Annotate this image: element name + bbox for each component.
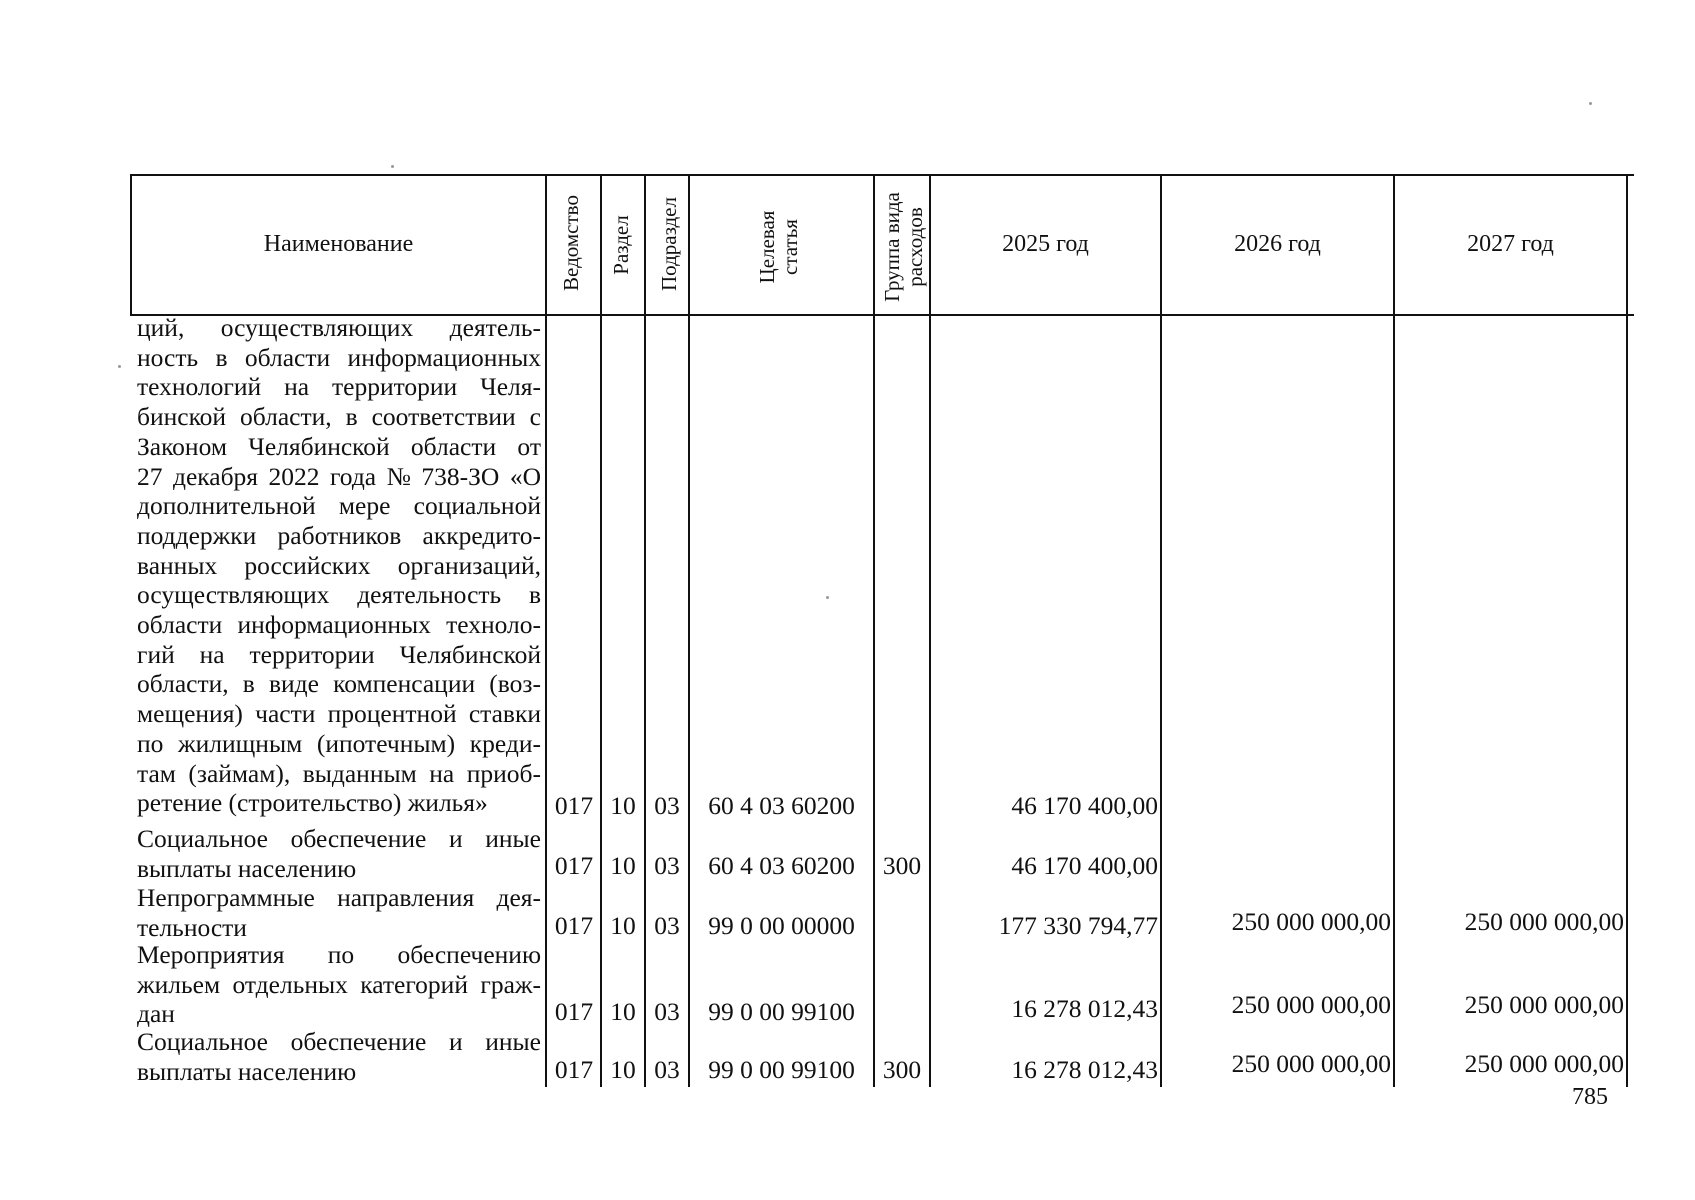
row-1-line: Законом Челябинской области от [137,431,541,461]
row-1-line: ванных российских организаций, [137,550,541,580]
row-4-2026: 250 000 000,00 [1231,990,1391,1019]
row-1-line: 27 декабря 2022 года № 738-ЗО «О [137,461,541,491]
header-razdel: Раздел [609,215,633,275]
row-1-2025: 46 170 400,00 [1011,791,1158,820]
row-1-razd: 10 [610,791,636,820]
row-4-line: дан [137,999,175,1029]
row-5-line: Социальное обеспечение и иные [137,1027,541,1056]
row-4-2027: 250 000 000,00 [1464,990,1624,1019]
row-1-line: дополнительной мере социальной [137,491,541,521]
row-1-line: поддержки работников аккредито- [137,520,541,550]
row-2-gr: 300 [882,851,922,880]
header-2026: 2026 год [1234,231,1321,258]
row-3-2027: 250 000 000,00 [1464,907,1624,936]
row-1-line: гий на территории Челябинской [137,639,541,669]
row-1-line: там (займам), выданным на приоб- [137,758,541,788]
col-border-podr [688,174,690,1087]
row-1-ved: 017 [554,791,594,820]
row-4-razd: 10 [610,997,636,1026]
row-4-line: Мероприятия по обеспечению [137,940,541,969]
row-3-line: тельности [137,912,247,942]
col-border-ved [600,174,602,1087]
row-5-2025: 16 278 012,43 [1011,1055,1158,1084]
row-5-razd: 10 [610,1055,636,1084]
row-3-line: Непрограммные направления дея- [137,883,541,912]
row-3-name [137,883,541,942]
header-2025: 2025 год [1002,231,1089,258]
header-2027: 2027 год [1467,231,1554,258]
scan-speck [391,165,394,168]
header-tselevaya: Целевая статья [755,210,803,284]
row-5-2027: 250 000 000,00 [1464,1049,1624,1078]
row-1-podr: 03 [654,791,680,820]
row-2-podr: 03 [654,851,680,880]
row-2-razd: 10 [610,851,636,880]
col-border-razd [644,174,646,1087]
row-2-line: Социальное обеспечение и иные [137,824,541,853]
row-5-gr: 300 [882,1055,922,1084]
row-5-2026: 250 000 000,00 [1231,1049,1391,1078]
row-3-razd: 10 [610,911,636,940]
page-number: 785 [1572,1084,1608,1110]
row-1-line: осуществляющих деятельность в [137,580,541,610]
row-3-ved: 017 [554,911,594,940]
row-2-ved: 017 [554,851,594,880]
col-border-name [545,174,547,1087]
row-4-2025: 16 278 012,43 [1011,994,1158,1023]
row-1-line: области информационных техноло- [137,610,541,640]
row-1-tsel: 60 4 03 60200 [708,791,855,820]
row-1-name [137,313,541,818]
scan-speck [1589,102,1592,105]
header-podrazdel: Подраздел [657,197,681,291]
row-5-name [137,1027,541,1086]
row-1-line: мещения) части процентной ставки [137,699,541,729]
row-2-2025: 46 170 400,00 [1011,851,1158,880]
row-5-tsel: 99 0 00 99100 [708,1055,855,1084]
row-5-line: выплаты населению [137,1056,357,1086]
row-5-ved: 017 [554,1055,594,1084]
row-1-line: области, в виде компенсации (воз- [137,669,541,699]
row-1-line: технологий на территории Челя- [137,372,541,402]
row-2-line: выплаты населению [137,853,357,883]
row-1-line: ций, осуществляющих деятель- [137,313,541,342]
row-1-line: по жилищным (ипотечным) креди- [137,728,541,758]
row-3-2026: 250 000 000,00 [1231,907,1391,936]
row-4-tsel: 99 0 00 99100 [708,997,855,1026]
row-2-name [137,824,541,883]
header-vedomstvo: Ведомство [559,195,583,291]
scan-speck [826,596,829,599]
header-gruppa: Группа вида расходов [880,192,928,302]
row-4-line: жильем отдельных категорий граж- [137,969,541,999]
row-4-name [137,940,541,1029]
row-1-line: бинской области, в соответствии с [137,402,541,432]
row-4-podr: 03 [654,997,680,1026]
row-3-2025: 177 330 794,77 [998,911,1158,940]
row-3-tsel: 99 0 00 00000 [708,911,855,940]
row-5-podr: 03 [654,1055,680,1084]
scan-speck [118,365,121,368]
header-name: Наименование [263,231,414,258]
col-border-right [1626,174,1628,1087]
row-2-tsel: 60 4 03 60200 [708,851,855,880]
row-3-podr: 03 [654,911,680,940]
row-4-ved: 017 [554,997,594,1026]
col-border-tsel [873,174,875,1087]
row-1-line: ретение (строительство) жилья» [137,788,488,818]
row-1-line: ность в области информационных [137,342,541,372]
